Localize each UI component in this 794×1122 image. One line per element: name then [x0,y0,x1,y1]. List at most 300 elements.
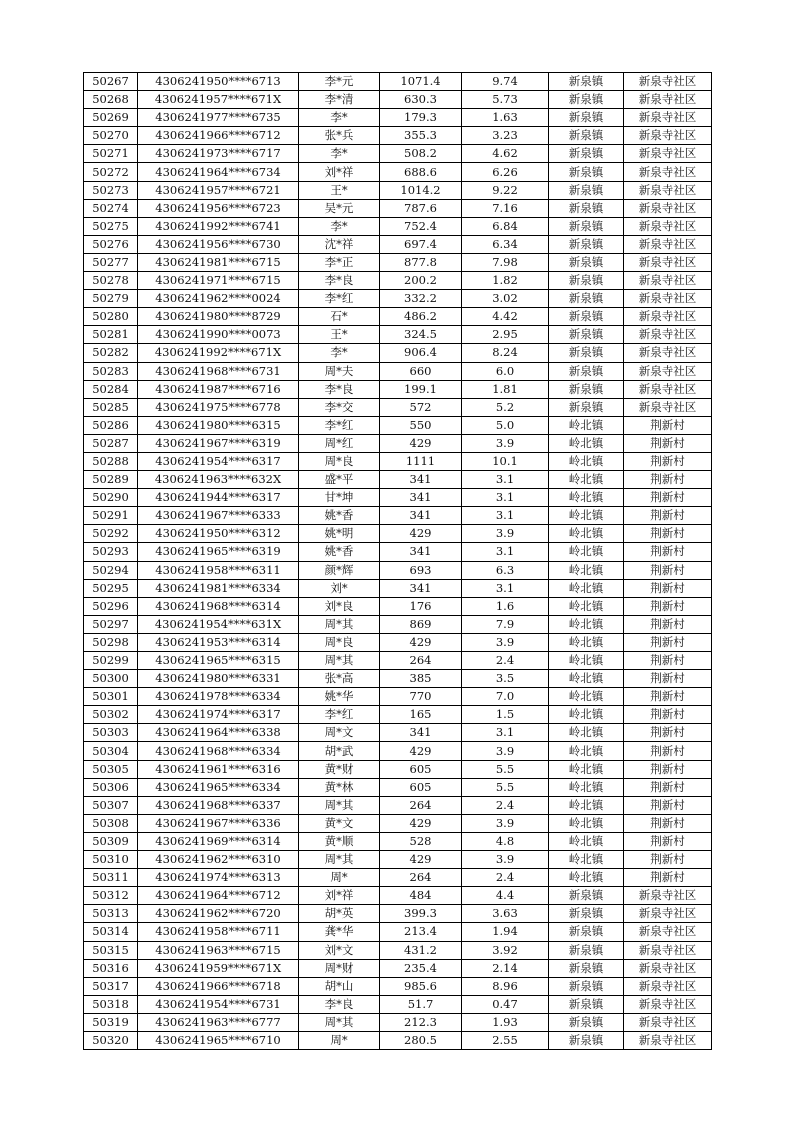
town-cell: 岭北镇 [549,670,624,688]
village-cell: 新泉寺社区 [624,1013,712,1031]
table-row [84,272,712,290]
id-number-cell: 4306241980****6315 [138,416,299,434]
row-number-cell: 50301 [84,688,138,706]
village-cell: 新泉寺社区 [624,272,712,290]
town-cell: 新泉镇 [549,344,624,362]
table-row [84,652,712,670]
id-number-cell: 4306241944****6317 [138,489,299,507]
town-cell: 岭北镇 [549,525,624,543]
area-cell: 3.9 [462,742,549,760]
name-cell: 李*交 [299,398,380,416]
row-number-cell: 50305 [84,760,138,778]
amount-cell: 572 [380,398,462,416]
village-cell: 荆新村 [624,778,712,796]
amount-cell: 341 [380,471,462,489]
row-number-cell: 50274 [84,199,138,217]
area-cell: 1.94 [462,923,549,941]
area-cell: 9.22 [462,181,549,199]
town-cell: 岭北镇 [549,434,624,452]
amount-cell: 429 [380,814,462,832]
area-cell: 2.95 [462,326,549,344]
table-row [84,633,712,651]
name-cell: 周*夫 [299,362,380,380]
village-cell: 新泉寺社区 [624,91,712,109]
amount-cell: 199.1 [380,380,462,398]
amount-cell: 550 [380,416,462,434]
village-cell: 新泉寺社区 [624,398,712,416]
table-row [84,724,712,742]
id-number-cell: 4306241978****6334 [138,688,299,706]
village-cell: 荆新村 [624,706,712,724]
row-number-cell: 50288 [84,452,138,470]
row-number-cell: 50315 [84,941,138,959]
id-number-cell: 4306241974****6313 [138,869,299,887]
village-cell: 新泉寺社区 [624,326,712,344]
village-cell: 荆新村 [624,561,712,579]
village-cell: 荆新村 [624,416,712,434]
area-cell: 5.73 [462,91,549,109]
id-number-cell: 4306241954****6731 [138,995,299,1013]
town-cell: 岭北镇 [549,416,624,434]
area-cell: 3.02 [462,290,549,308]
id-number-cell: 4306241974****6317 [138,706,299,724]
name-cell: 姚*明 [299,525,380,543]
id-number-cell: 4306241980****8729 [138,308,299,326]
name-cell: 黄*财 [299,760,380,778]
table-row [84,670,712,688]
town-cell: 岭北镇 [549,832,624,850]
name-cell: 龚*华 [299,923,380,941]
row-number-cell: 50273 [84,181,138,199]
village-cell: 新泉寺社区 [624,290,712,308]
id-number-cell: 4306241963****6715 [138,941,299,959]
amount-cell: 484 [380,887,462,905]
amount-cell: 165 [380,706,462,724]
area-cell: 3.9 [462,434,549,452]
village-cell: 荆新村 [624,814,712,832]
town-cell: 新泉镇 [549,199,624,217]
id-number-cell: 4306241968****6314 [138,597,299,615]
row-number-cell: 50296 [84,597,138,615]
name-cell: 胡*武 [299,742,380,760]
amount-cell: 341 [380,489,462,507]
amount-cell: 688.6 [380,163,462,181]
name-cell: 王* [299,326,380,344]
id-number-cell: 4306241969****6314 [138,832,299,850]
table-row [84,308,712,326]
amount-cell: 906.4 [380,344,462,362]
id-number-cell: 4306241967****6333 [138,507,299,525]
village-cell: 荆新村 [624,597,712,615]
village-cell: 荆新村 [624,724,712,742]
village-cell: 新泉寺社区 [624,923,712,941]
table-row [84,597,712,615]
amount-cell: 176 [380,597,462,615]
area-cell: 2.4 [462,869,549,887]
town-cell: 岭北镇 [549,507,624,525]
area-cell: 5.5 [462,778,549,796]
area-cell: 5.0 [462,416,549,434]
town-cell: 新泉镇 [549,959,624,977]
town-cell: 岭北镇 [549,543,624,561]
row-number-cell: 50271 [84,145,138,163]
name-cell: 周*其 [299,1013,380,1031]
village-cell: 新泉寺社区 [624,145,712,163]
town-cell: 新泉镇 [549,1013,624,1031]
village-cell: 荆新村 [624,851,712,869]
area-cell: 3.1 [462,489,549,507]
area-cell: 5.2 [462,398,549,416]
row-number-cell: 50303 [84,724,138,742]
row-number-cell: 50267 [84,73,138,91]
area-cell: 5.5 [462,760,549,778]
village-cell: 新泉寺社区 [624,905,712,923]
name-cell: 周*红 [299,434,380,452]
row-number-cell: 50304 [84,742,138,760]
town-cell: 岭北镇 [549,633,624,651]
town-cell: 新泉镇 [549,326,624,344]
table-row [84,163,712,181]
amount-cell: 264 [380,652,462,670]
area-cell: 7.98 [462,253,549,271]
area-cell: 6.3 [462,561,549,579]
name-cell: 张*高 [299,670,380,688]
amount-cell: 264 [380,796,462,814]
table-row [84,995,712,1013]
name-cell: 吴*元 [299,199,380,217]
id-number-cell: 4306241950****6312 [138,525,299,543]
area-cell: 3.1 [462,471,549,489]
name-cell: 周*良 [299,633,380,651]
village-cell: 新泉寺社区 [624,362,712,380]
table-row [84,398,712,416]
village-cell: 荆新村 [624,742,712,760]
town-cell: 新泉镇 [549,905,624,923]
table-row [84,543,712,561]
area-cell: 3.9 [462,851,549,869]
town-cell: 新泉镇 [549,995,624,1013]
name-cell: 李* [299,344,380,362]
row-number-cell: 50268 [84,91,138,109]
table-row [84,1013,712,1031]
area-cell: 8.24 [462,344,549,362]
name-cell: 甘*坤 [299,489,380,507]
village-cell: 荆新村 [624,615,712,633]
area-cell: 2.14 [462,959,549,977]
amount-cell: 341 [380,579,462,597]
area-cell: 4.4 [462,887,549,905]
area-cell: 9.74 [462,73,549,91]
village-cell: 荆新村 [624,543,712,561]
name-cell: 李*正 [299,253,380,271]
id-number-cell: 4306241965****6315 [138,652,299,670]
id-number-cell: 4306241962****6310 [138,851,299,869]
name-cell: 李*清 [299,91,380,109]
name-cell: 张*兵 [299,127,380,145]
table-row [84,235,712,253]
name-cell: 石* [299,308,380,326]
village-cell: 新泉寺社区 [624,181,712,199]
name-cell: 沈*祥 [299,235,380,253]
area-cell: 2.4 [462,652,549,670]
amount-cell: 213.4 [380,923,462,941]
amount-cell: 429 [380,851,462,869]
area-cell: 6.26 [462,163,549,181]
amount-cell: 605 [380,778,462,796]
town-cell: 岭北镇 [549,706,624,724]
area-cell: 3.23 [462,127,549,145]
table-row [84,905,712,923]
table-row [84,199,712,217]
row-number-cell: 50307 [84,796,138,814]
amount-cell: 693 [380,561,462,579]
id-number-cell: 4306241961****6316 [138,760,299,778]
area-cell: 1.81 [462,380,549,398]
name-cell: 姚*香 [299,543,380,561]
amount-cell: 429 [380,742,462,760]
amount-cell: 528 [380,832,462,850]
town-cell: 岭北镇 [549,688,624,706]
id-number-cell: 4306241965****6319 [138,543,299,561]
amount-cell: 787.6 [380,199,462,217]
row-number-cell: 50290 [84,489,138,507]
amount-cell: 697.4 [380,235,462,253]
town-cell: 岭北镇 [549,561,624,579]
town-cell: 岭北镇 [549,579,624,597]
table-row [84,832,712,850]
area-cell: 4.8 [462,832,549,850]
town-cell: 新泉镇 [549,73,624,91]
name-cell: 刘*祥 [299,163,380,181]
area-cell: 4.62 [462,145,549,163]
id-number-cell: 4306241992****671X [138,344,299,362]
village-cell: 新泉寺社区 [624,995,712,1013]
name-cell: 李*元 [299,73,380,91]
table-body [84,73,712,1050]
town-cell: 岭北镇 [549,778,624,796]
row-number-cell: 50269 [84,109,138,127]
name-cell: 刘*文 [299,941,380,959]
row-number-cell: 50289 [84,471,138,489]
town-cell: 新泉镇 [549,941,624,959]
id-number-cell: 4306241959****671X [138,959,299,977]
village-cell: 荆新村 [624,688,712,706]
row-number-cell: 50298 [84,633,138,651]
amount-cell: 630.3 [380,91,462,109]
area-cell: 3.9 [462,633,549,651]
row-number-cell: 50306 [84,778,138,796]
town-cell: 新泉镇 [549,253,624,271]
amount-cell: 341 [380,724,462,742]
area-cell: 3.1 [462,579,549,597]
id-number-cell: 4306241968****6731 [138,362,299,380]
amount-cell: 1111 [380,452,462,470]
village-cell: 新泉寺社区 [624,308,712,326]
name-cell: 黄*文 [299,814,380,832]
row-number-cell: 50277 [84,253,138,271]
town-cell: 岭北镇 [549,652,624,670]
row-number-cell: 50276 [84,235,138,253]
town-cell: 岭北镇 [549,597,624,615]
amount-cell: 1071.4 [380,73,462,91]
id-number-cell: 4306241981****6715 [138,253,299,271]
id-number-cell: 4306241954****6317 [138,452,299,470]
row-number-cell: 50285 [84,398,138,416]
name-cell: 李*良 [299,380,380,398]
name-cell: 李* [299,217,380,235]
amount-cell: 235.4 [380,959,462,977]
table-row [84,91,712,109]
name-cell: 李*红 [299,706,380,724]
area-cell: 4.42 [462,308,549,326]
town-cell: 新泉镇 [549,1031,624,1049]
village-cell: 新泉寺社区 [624,163,712,181]
name-cell: 黄*林 [299,778,380,796]
area-cell: 1.6 [462,597,549,615]
area-cell: 6.84 [462,217,549,235]
town-cell: 新泉镇 [549,272,624,290]
table-row [84,217,712,235]
name-cell: 周*财 [299,959,380,977]
row-number-cell: 50286 [84,416,138,434]
town-cell: 岭北镇 [549,796,624,814]
name-cell: 周*其 [299,796,380,814]
area-cell: 0.47 [462,995,549,1013]
village-cell: 新泉寺社区 [624,127,712,145]
town-cell: 岭北镇 [549,851,624,869]
village-cell: 荆新村 [624,869,712,887]
amount-cell: 429 [380,434,462,452]
amount-cell: 200.2 [380,272,462,290]
town-cell: 新泉镇 [549,290,624,308]
name-cell: 李*良 [299,995,380,1013]
area-cell: 3.1 [462,543,549,561]
row-number-cell: 50281 [84,326,138,344]
table-row [84,145,712,163]
table-row [84,416,712,434]
town-cell: 新泉镇 [549,977,624,995]
town-cell: 岭北镇 [549,471,624,489]
id-number-cell: 4306241965****6334 [138,778,299,796]
id-number-cell: 4306241957****671X [138,91,299,109]
amount-cell: 429 [380,525,462,543]
name-cell: 周*文 [299,724,380,742]
row-number-cell: 50282 [84,344,138,362]
village-cell: 新泉寺社区 [624,253,712,271]
row-number-cell: 50275 [84,217,138,235]
table-row [84,109,712,127]
id-number-cell: 4306241956****6723 [138,199,299,217]
id-number-cell: 4306241973****6717 [138,145,299,163]
village-cell: 新泉寺社区 [624,199,712,217]
row-number-cell: 50272 [84,163,138,181]
id-number-cell: 4306241977****6735 [138,109,299,127]
name-cell: 刘*良 [299,597,380,615]
id-number-cell: 4306241968****6337 [138,796,299,814]
name-cell: 李*红 [299,416,380,434]
row-number-cell: 50279 [84,290,138,308]
table-row [84,615,712,633]
table-row [84,471,712,489]
table-row [84,977,712,995]
name-cell: 周*其 [299,851,380,869]
amount-cell: 399.3 [380,905,462,923]
town-cell: 岭北镇 [549,452,624,470]
area-cell: 3.1 [462,724,549,742]
table-row [84,688,712,706]
name-cell: 胡*英 [299,905,380,923]
area-cell: 3.5 [462,670,549,688]
town-cell: 新泉镇 [549,923,624,941]
town-cell: 新泉镇 [549,145,624,163]
id-number-cell: 4306241992****6741 [138,217,299,235]
village-cell: 荆新村 [624,652,712,670]
village-cell: 新泉寺社区 [624,959,712,977]
id-number-cell: 4306241965****6710 [138,1031,299,1049]
amount-cell: 605 [380,760,462,778]
table-row [84,507,712,525]
row-number-cell: 50320 [84,1031,138,1049]
table-row [84,760,712,778]
id-number-cell: 4306241966****6718 [138,977,299,995]
town-cell: 新泉镇 [549,362,624,380]
name-cell: 李*良 [299,272,380,290]
data-table [83,72,712,1050]
id-number-cell: 4306241950****6713 [138,73,299,91]
row-number-cell: 50299 [84,652,138,670]
area-cell: 8.96 [462,977,549,995]
table-row [84,869,712,887]
name-cell: 李*红 [299,290,380,308]
table-row [84,1031,712,1049]
town-cell: 新泉镇 [549,181,624,199]
village-cell: 新泉寺社区 [624,887,712,905]
village-cell: 新泉寺社区 [624,109,712,127]
row-number-cell: 50292 [84,525,138,543]
area-cell: 1.93 [462,1013,549,1031]
row-number-cell: 50311 [84,869,138,887]
name-cell: 周* [299,1031,380,1049]
row-number-cell: 50270 [84,127,138,145]
town-cell: 岭北镇 [549,615,624,633]
amount-cell: 179.3 [380,109,462,127]
id-number-cell: 4306241967****6336 [138,814,299,832]
area-cell: 7.9 [462,615,549,633]
village-cell: 新泉寺社区 [624,235,712,253]
town-cell: 岭北镇 [549,724,624,742]
table-row [84,706,712,724]
name-cell: 盛*平 [299,471,380,489]
village-cell: 新泉寺社区 [624,73,712,91]
table-row [84,489,712,507]
amount-cell: 869 [380,615,462,633]
town-cell: 岭北镇 [549,760,624,778]
row-number-cell: 50300 [84,670,138,688]
table-row [84,362,712,380]
village-cell: 新泉寺社区 [624,217,712,235]
row-number-cell: 50287 [84,434,138,452]
amount-cell: 431.2 [380,941,462,959]
table-row [84,344,712,362]
area-cell: 7.16 [462,199,549,217]
row-number-cell: 50294 [84,561,138,579]
id-number-cell: 4306241962****6720 [138,905,299,923]
table-row [84,778,712,796]
row-number-cell: 50278 [84,272,138,290]
row-number-cell: 50297 [84,615,138,633]
table-row [84,290,712,308]
area-cell: 6.0 [462,362,549,380]
